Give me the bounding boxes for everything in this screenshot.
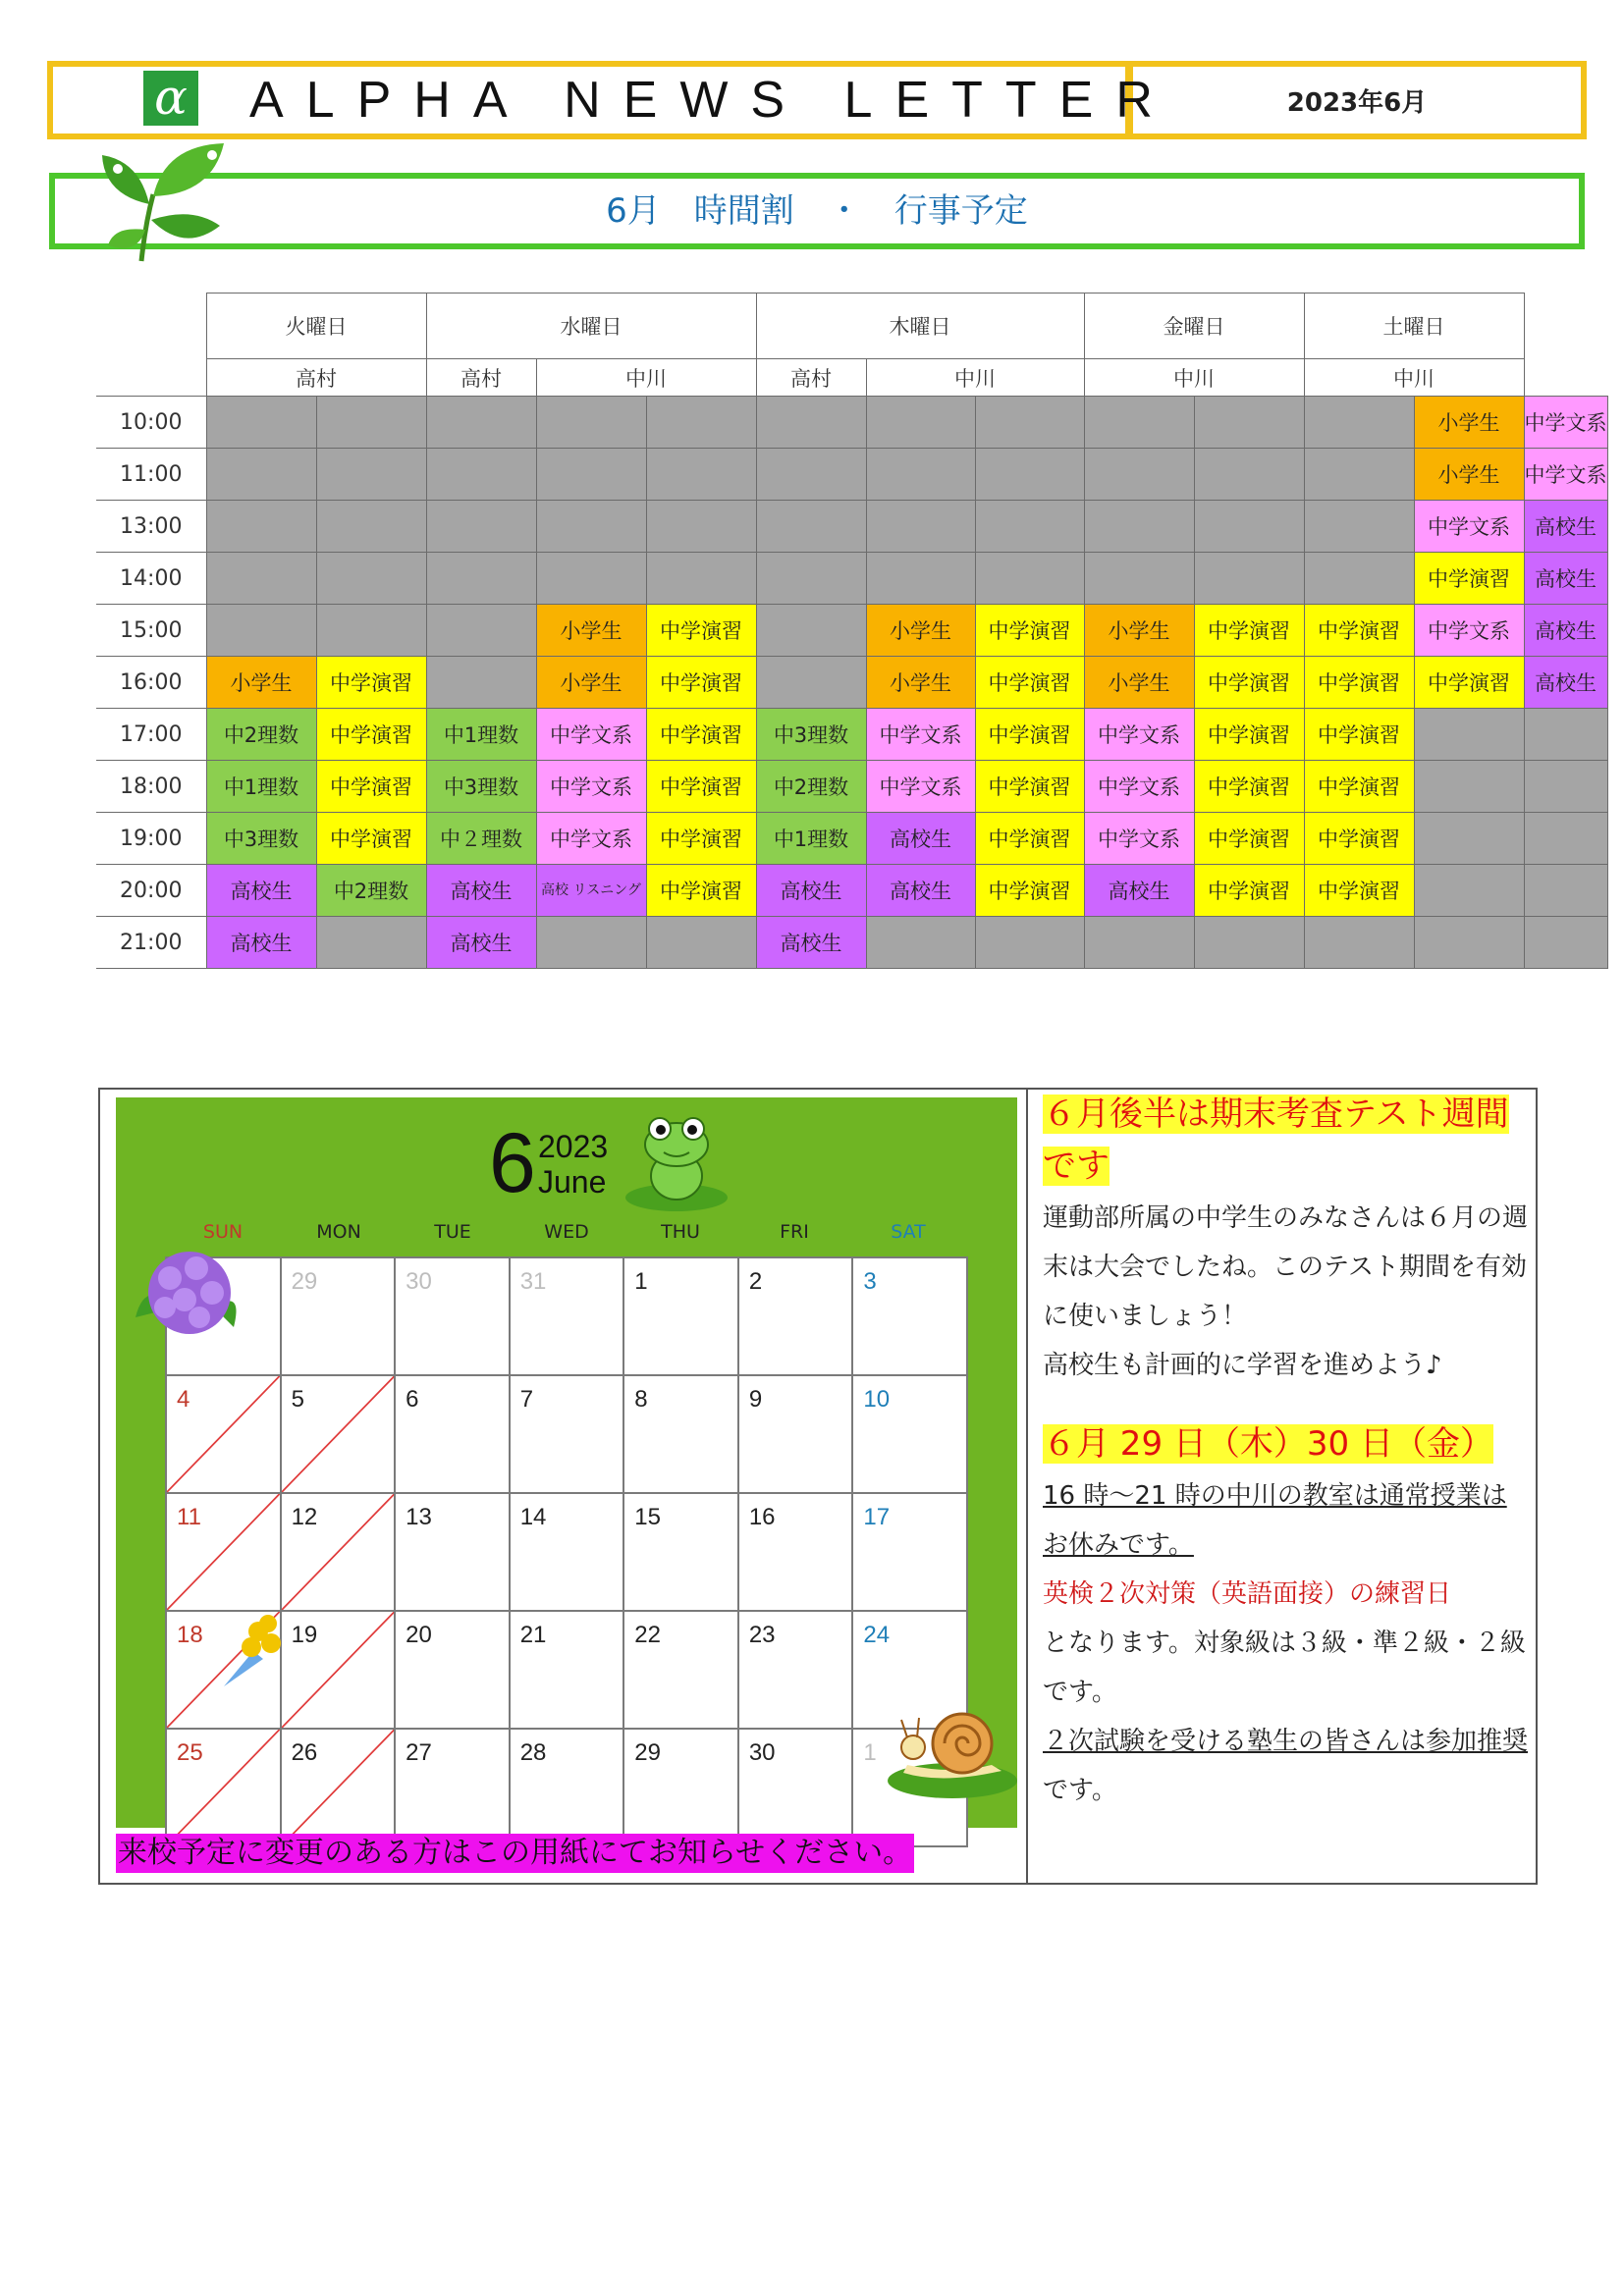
timetable-cell: 中学文系 [536,709,646,761]
timetable-cell [866,917,975,969]
timetable-cell [1524,917,1607,969]
day-number: 11 [177,1504,201,1530]
timetable-cell: 中学文系 [1524,397,1607,449]
calendar-day [738,1493,853,1611]
timetable-cell [756,605,866,657]
timetable-cell: 中学演習 [1194,657,1304,709]
timetable-cell: 中1理数 [206,761,316,813]
time-label: 17:00 [96,709,206,761]
timetable-cell: 高校生 [756,865,866,917]
calendar-week [166,1729,967,1846]
day-number: 23 [748,1622,776,1648]
timetable-cell: 中学演習 [975,761,1084,813]
timetable-cell [1414,813,1524,865]
timetable-cell: 高校生 [1524,657,1607,709]
teacher-label: 高村 [426,359,536,397]
timetable-cell [206,449,316,501]
calendar-day [852,1375,967,1493]
timetable-cell: 高校生 [426,917,536,969]
timetable-cell [756,501,866,553]
timetable-cell [1084,553,1194,605]
day-number: 15 [634,1504,661,1530]
timetable-cell [646,501,756,553]
closed-day-slash [167,1494,280,1610]
calendar-day [281,1611,396,1729]
timetable-cell [1194,917,1304,969]
timetable-cell [206,605,316,657]
timetable-cell [426,501,536,553]
timetable-cell [1084,501,1194,553]
calendar-day [738,1375,853,1493]
calendar-day [281,1493,396,1611]
timetable-cell [975,917,1084,969]
timetable-cell [975,501,1084,553]
timetable-cell: 中学演習 [1194,865,1304,917]
timetable-cell: 小学生 [536,605,646,657]
timetable-cell: 中学文系 [1414,501,1524,553]
day-number: 25 [177,1739,203,1766]
timetable-cell: 中学演習 [1194,605,1304,657]
timetable-cell [316,397,426,449]
timetable-cell [1194,397,1304,449]
timetable-cell: 中学演習 [1304,865,1414,917]
timetable-cell [866,501,975,553]
leaf-icon [94,135,232,263]
timetable-row [96,397,1607,449]
timetable-cell [426,605,536,657]
timetable-cell: 中学演習 [646,761,756,813]
closed-day-slash [167,1730,280,1845]
calendar-day [281,1257,396,1375]
timetable-cell: 中学文系 [1524,449,1607,501]
timetable-cell: 中学演習 [975,605,1084,657]
day-friday: 金曜日 [1084,294,1304,359]
closed-day-slash [282,1376,395,1492]
timetable-cell: 中学演習 [316,813,426,865]
eiken-practice-notice: 英検２次対策（英語面接）の練習日 [1043,1579,1452,1609]
timetable-cell [316,449,426,501]
day-thursday: 木曜日 [756,294,1084,359]
timetable-cell: 小学生 [1084,605,1194,657]
calendar-day [166,1729,281,1846]
time-label: 11:00 [96,449,206,501]
time-label: 20:00 [96,865,206,917]
timetable-cell: 中学演習 [646,813,756,865]
bouquet-icon [214,1602,293,1690]
calendar-day [510,1257,624,1375]
timetable-row [96,865,1607,917]
info-paragraph: 高校生も計画的に学習を進めよう♪ [1043,1351,1442,1380]
timetable-cell: 高校生 [426,865,536,917]
timetable-cell: 高校生 [866,865,975,917]
teacher-label: 中川 [1084,359,1304,397]
timetable-cell [646,449,756,501]
timetable-cell [316,553,426,605]
timetable-cell: 中3理数 [426,761,536,813]
timetable-cell: 中学演習 [316,709,426,761]
day-number: 26 [291,1739,318,1766]
timetable-cell [1084,397,1194,449]
timetable-cell [426,553,536,605]
timetable-cell [1304,397,1414,449]
participation-note-tail: です。 [1043,1776,1117,1805]
timetable-cell [536,501,646,553]
timetable-cell: 高校生 [866,813,975,865]
timetable-cell: 高校生 [206,865,316,917]
timetable-row [96,813,1607,865]
day-number: 5 [291,1386,304,1413]
time-label: 16:00 [96,657,206,709]
timetable-cell: 高校 リスニング [536,865,646,917]
timetable-cell: 中学演習 [316,761,426,813]
timetable-cell: 高校生 [756,917,866,969]
timetable-row [96,501,1607,553]
timetable-cell [866,449,975,501]
weekday-sun: SUN [202,1221,244,1243]
timetable-cell: 中学演習 [1194,813,1304,865]
day-number: 17 [863,1504,891,1530]
timetable-cell [316,605,426,657]
timetable-row [96,449,1607,501]
timetable-row [96,657,1607,709]
timetable-cell [975,449,1084,501]
day-number: 18 [177,1622,203,1648]
test-week-heading: ６月後半は期末考査テスト週間です [1043,1095,1509,1186]
calendar-day [281,1375,396,1493]
calendar-month-english: June [538,1164,607,1200]
timetable-cell: 中3理数 [206,813,316,865]
timetable-cell [426,449,536,501]
closure-notice: 16 時～21 時の中川の教室は通常授業はお休みです。 [1043,1481,1507,1560]
timetable-cell [756,449,866,501]
calendar-day [395,1729,510,1846]
day-number: 31 [519,1268,547,1295]
closed-day-slash [167,1376,280,1492]
calendar-day [166,1493,281,1611]
day-number: 19 [291,1622,318,1648]
day-number: 24 [863,1622,891,1648]
weekday-fri: FRI [780,1221,809,1243]
timetable-cell [206,397,316,449]
timetable-row [96,761,1607,813]
calendar-day [623,1375,738,1493]
date-heading: ６月 29 日（木）30 日（金） [1043,1424,1493,1464]
calendar-day [395,1375,510,1493]
calendar-day [623,1493,738,1611]
timetable-cell: 小学生 [866,605,975,657]
timetable-cell [536,553,646,605]
calendar-day [510,1611,624,1729]
weekday-wed: WED [544,1221,589,1243]
timetable-cell [316,917,426,969]
day-number: 30 [406,1268,432,1295]
info-paragraph: 運動部所属の中学生のみなさんは６月の週末は大会でしたね。このテスト期間を有効に使いましょう！ [1043,1203,1529,1331]
timetable-cell: 中学演習 [1304,813,1414,865]
timetable-cell [206,553,316,605]
closed-day-slash [282,1730,395,1845]
timetable-cell [1304,553,1414,605]
calendar-day [510,1375,624,1493]
timetable-cell [975,553,1084,605]
timetable-cell [1084,917,1194,969]
calendar-day [623,1611,738,1729]
eiken-levels: となります。対象級は３級・準２級・２級です。 [1043,1629,1526,1707]
timetable-cell [536,449,646,501]
day-number: 20 [406,1622,432,1648]
timetable-cell [1304,917,1414,969]
timetable-cell [1084,449,1194,501]
timetable-cell: 小学生 [206,657,316,709]
timetable-cell [756,657,866,709]
day-number: 7 [519,1386,534,1413]
day-number: 14 [519,1504,547,1530]
timetable-cell: 中学演習 [975,865,1084,917]
day-wednesday: 水曜日 [426,294,756,359]
timetable-cell [756,553,866,605]
timetable-cell: 小学生 [866,657,975,709]
calendar-day [395,1611,510,1729]
calendar-month-number: 6 [489,1116,536,1210]
timetable-cell: 小学生 [536,657,646,709]
timetable-cell: 小学生 [1414,449,1524,501]
timetable-cell [1414,917,1524,969]
weekday-tue: TUE [434,1221,471,1243]
timetable-cell [646,553,756,605]
timetable-cell: 中学演習 [1414,553,1524,605]
timetable-cell: 中学演習 [1304,761,1414,813]
calendar-day [738,1729,853,1846]
timetable-cell: 中学文系 [1084,709,1194,761]
calendar-day [738,1611,853,1729]
timetable-cell [1414,865,1524,917]
day-number: 22 [634,1622,661,1648]
time-label: 19:00 [96,813,206,865]
calendar-day [510,1729,624,1846]
time-label: 13:00 [96,501,206,553]
timetable-cell: 中学演習 [316,657,426,709]
timetable-cell [1304,449,1414,501]
time-label: 18:00 [96,761,206,813]
timetable-cell: 中学文系 [1084,761,1194,813]
timetable-cell: 中学演習 [975,813,1084,865]
day-number: 12 [291,1504,318,1530]
time-label: 21:00 [96,917,206,969]
newsletter-title: ALPHA NEWS LETTER [249,72,1175,129]
day-number: 21 [519,1622,547,1648]
day-number: 6 [406,1386,419,1413]
info-column [1043,1090,1528,1815]
closed-day-slash [282,1494,395,1610]
day-number: 9 [748,1386,763,1413]
timetable-cell: 小学生 [1414,397,1524,449]
timetable-cell: 中学演習 [646,657,756,709]
timetable-cell [1524,813,1607,865]
calendar-grid [165,1256,968,1847]
calendar-day [623,1257,738,1375]
timetable-cell: 中2理数 [206,709,316,761]
timetable-cell: 中学演習 [646,605,756,657]
timetable-cell: 中学演習 [1194,761,1304,813]
timetable-cell: 中学文系 [536,813,646,865]
time-label: 10:00 [96,397,206,449]
timetable-cell: 中学文系 [536,761,646,813]
timetable-cell [975,397,1084,449]
timetable-cell: 中1理数 [426,709,536,761]
day-number: 27 [406,1739,432,1766]
timetable-row [96,709,1607,761]
day-number: 2 [748,1268,763,1295]
day-number: 30 [748,1739,776,1766]
timetable-cell [866,553,975,605]
timetable-cell: 中学演習 [975,709,1084,761]
timetable-cell [1194,501,1304,553]
timetable-cell: 中2理数 [316,865,426,917]
header-date: 2023年6月 [1133,61,1587,139]
weekday-mon: MON [316,1221,361,1243]
timetable-cell: 中1理数 [756,813,866,865]
timetable-cell: 中学演習 [646,709,756,761]
calendar-day [395,1257,510,1375]
day-number: 10 [863,1386,891,1413]
timetable-cell [1194,449,1304,501]
calendar-day [623,1729,738,1846]
timetable-cell [206,501,316,553]
timetable-cell [1524,761,1607,813]
timetable-cell [536,917,646,969]
timetable-cell: 小学生 [1084,657,1194,709]
calendar-day [281,1729,396,1846]
day-number: 4 [177,1386,190,1413]
teacher-label: 中川 [1304,359,1524,397]
timetable-cell [1414,761,1524,813]
timetable-cell: 中２理数 [426,813,536,865]
timetable-row [96,917,1607,969]
timetable-cell: 高校生 [1084,865,1194,917]
timetable-cell: 中3理数 [756,709,866,761]
timetable-cell: 中学文系 [1084,813,1194,865]
timetable-cell [426,657,536,709]
day-number: 8 [634,1386,648,1413]
calendar-day [166,1375,281,1493]
day-saturday: 土曜日 [1304,294,1524,359]
teacher-label: 中川 [536,359,756,397]
closed-day-slash [282,1612,395,1728]
teacher-label: 高村 [206,359,426,397]
day-number: 3 [863,1268,877,1295]
calendar-week [166,1493,967,1611]
time-label: 15:00 [96,605,206,657]
calendar-week [166,1375,967,1493]
timetable-cell [1304,501,1414,553]
timetable-cell [756,397,866,449]
weekday-sat: SAT [891,1221,926,1243]
day-number: 1 [634,1268,648,1295]
frog-icon [623,1107,731,1215]
calendar-day [395,1493,510,1611]
timetable-cell [1524,709,1607,761]
day-number: 29 [291,1268,318,1295]
timetable-cell [426,397,536,449]
day-number: 29 [634,1739,661,1766]
participation-note: ２次試験を受ける塾生の皆さんは参加推奨 [1043,1727,1529,1756]
teacher-label: 中川 [866,359,1084,397]
calendar-day [738,1257,853,1375]
timetable-cell [1414,709,1524,761]
timetable-cell: 中学文系 [866,761,975,813]
timetable-cell: 中学演習 [1414,657,1524,709]
timetable-cell: 中学演習 [646,865,756,917]
alpha-logo-icon: α [143,71,198,126]
calendar-day [510,1493,624,1611]
time-label: 14:00 [96,553,206,605]
timetable-cell: 高校生 [1524,553,1607,605]
timetable-row [96,605,1607,657]
timetable-cell: 中2理数 [756,761,866,813]
timetable-cell: 中学文系 [1414,605,1524,657]
timetable-cell [866,397,975,449]
weekday-thu: THU [661,1221,700,1243]
timetable-cell [646,917,756,969]
day-tuesday: 火曜日 [206,294,426,359]
timetable-cell: 中学演習 [1304,709,1414,761]
day-number: 28 [519,1739,547,1766]
timetable-cell: 中学演習 [1194,709,1304,761]
calendar-day [852,1257,967,1375]
calendar-day [852,1493,967,1611]
notice-banner: 来校予定に変更のある方はこの用紙にてお知らせください。 [116,1834,914,1873]
lower-divider [1026,1088,1028,1885]
subtitle: 6月 時間割 ・ 行事予定 [606,191,1028,231]
timetable-cell: 高校生 [206,917,316,969]
day-number: 1 [863,1739,877,1766]
calendar-week [166,1257,967,1375]
day-number: 16 [748,1504,776,1530]
day-number: 13 [406,1504,432,1530]
timetable-cell: 中学文系 [866,709,975,761]
hydrangea-icon [126,1239,253,1357]
timetable-row [96,553,1607,605]
timetable-cell: 中学演習 [1304,605,1414,657]
timetable-cell [316,501,426,553]
snail-icon [884,1696,1021,1804]
timetable-cell: 中学演習 [975,657,1084,709]
timetable-cell: 高校生 [1524,605,1607,657]
timetable-cell: 中学演習 [1304,657,1414,709]
timetable-cell [646,397,756,449]
calendar-year: 2023 [538,1129,609,1164]
timetable [96,293,1608,969]
timetable-body [96,397,1607,969]
timetable-cell [1194,553,1304,605]
teacher-label: 高村 [756,359,866,397]
timetable-cell: 高校生 [1524,501,1607,553]
timetable-cell [536,397,646,449]
timetable-cell [1524,865,1607,917]
